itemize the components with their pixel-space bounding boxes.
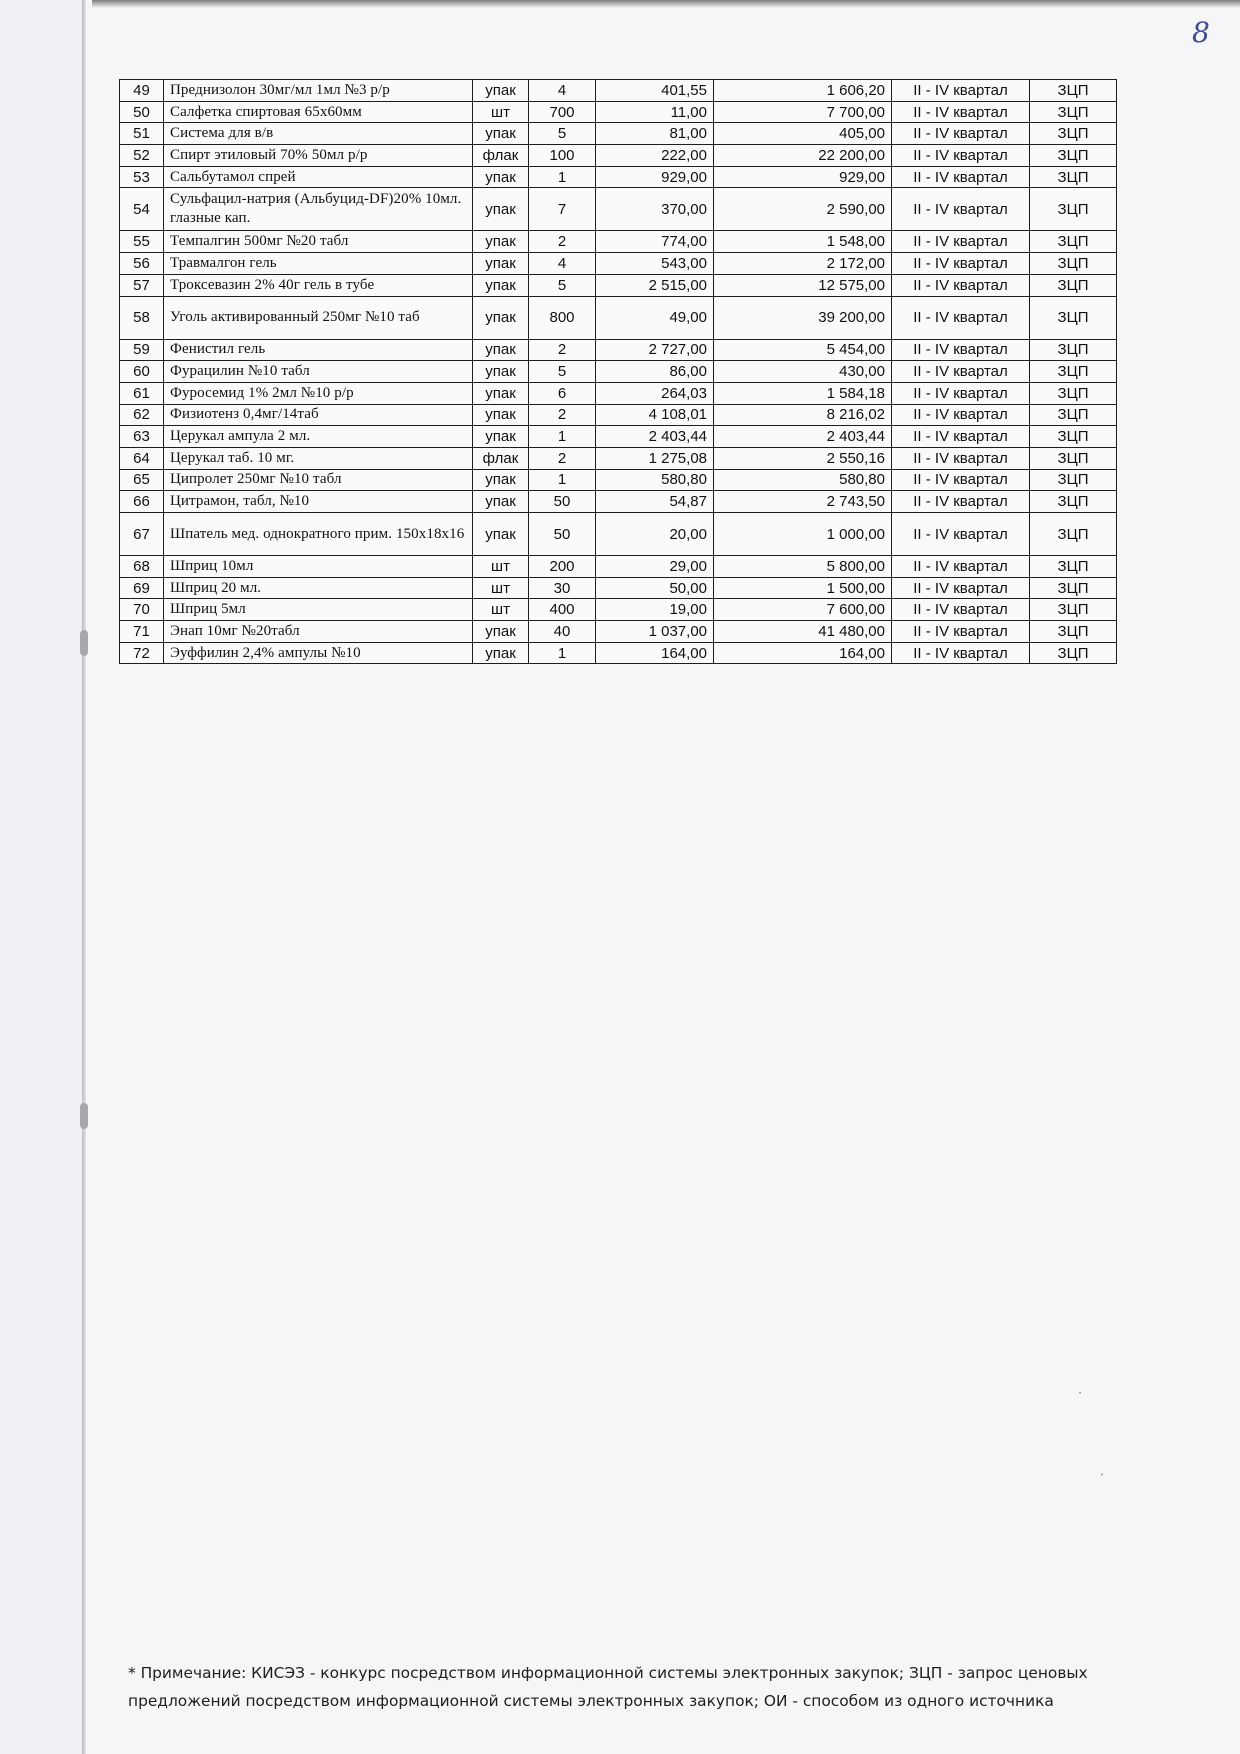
quantity-cell: 5	[529, 274, 596, 296]
unit-price-cell: 19,00	[596, 599, 714, 621]
row-number-cell: 72	[120, 642, 164, 664]
procurement-method-cell: ЗЦП	[1030, 447, 1117, 469]
item-name-cell: Сульфацил-натрия (Альбуцид-DF)20% 10мл. глазные кап.	[164, 188, 473, 231]
row-number-cell: 49	[120, 80, 164, 102]
unit-price-cell: 401,55	[596, 80, 714, 102]
row-number-cell: 55	[120, 231, 164, 253]
item-name-cell: Фуросемид 1% 2мл №10 р/р	[164, 382, 473, 404]
total-amount-cell: 430,00	[714, 361, 892, 383]
unit-price-cell: 20,00	[596, 513, 714, 556]
unit-cell: упак	[473, 188, 529, 231]
unit-cell: упак	[473, 80, 529, 102]
table-row	[120, 296, 1117, 339]
procurement-method-cell: ЗЦП	[1030, 145, 1117, 167]
total-amount-cell: 1 584,18	[714, 382, 892, 404]
unit-price-cell: 2 727,00	[596, 339, 714, 361]
footnote-line-1: * Примечание: КИСЭЗ - конкурс посредством информационной системы электронных закупок; ЗЦП - запрос ценовых	[128, 1664, 1088, 1682]
footnote	[128, 1659, 1188, 1715]
unit-cell: упак	[473, 253, 529, 275]
row-number-cell: 68	[120, 556, 164, 578]
unit-cell: шт	[473, 577, 529, 599]
table-row	[120, 621, 1117, 643]
item-name-cell: Преднизолон 30мг/мл 1мл №3 р/р	[164, 80, 473, 102]
row-number-cell: 58	[120, 296, 164, 339]
quantity-cell: 50	[529, 491, 596, 513]
unit-price-cell: 1 275,08	[596, 447, 714, 469]
item-name-cell: Фенистил гель	[164, 339, 473, 361]
item-name-cell: Система для в/в	[164, 123, 473, 145]
delivery-period-cell: II - IV квартал	[892, 404, 1030, 426]
items-table-body	[120, 80, 1117, 664]
unit-price-cell: 580,80	[596, 469, 714, 491]
procurement-method-cell: ЗЦП	[1030, 577, 1117, 599]
delivery-period-cell: II - IV квартал	[892, 253, 1030, 275]
procurement-method-cell: ЗЦП	[1030, 469, 1117, 491]
total-amount-cell: 2 172,00	[714, 253, 892, 275]
total-amount-cell: 405,00	[714, 123, 892, 145]
delivery-period-cell: II - IV квартал	[892, 339, 1030, 361]
item-name-cell: Энап 10мг №20табл	[164, 621, 473, 643]
total-amount-cell: 580,80	[714, 469, 892, 491]
row-number-cell: 65	[120, 469, 164, 491]
delivery-period-cell: II - IV квартал	[892, 577, 1030, 599]
items-table	[119, 79, 1117, 664]
row-number-cell: 67	[120, 513, 164, 556]
table-row	[120, 123, 1117, 145]
unit-cell: упак	[473, 274, 529, 296]
table-row	[120, 491, 1117, 513]
total-amount-cell: 7 700,00	[714, 101, 892, 123]
delivery-period-cell: II - IV квартал	[892, 642, 1030, 664]
delivery-period-cell: II - IV квартал	[892, 513, 1030, 556]
quantity-cell: 6	[529, 382, 596, 404]
item-name-cell: Сальбутамол спрей	[164, 166, 473, 188]
unit-price-cell: 929,00	[596, 166, 714, 188]
table-row	[120, 80, 1117, 102]
procurement-method-cell: ЗЦП	[1030, 426, 1117, 448]
item-name-cell: Ципролет 250мг №10 табл	[164, 469, 473, 491]
row-number-cell: 52	[120, 145, 164, 167]
table-row	[120, 253, 1117, 275]
unit-cell: упак	[473, 296, 529, 339]
procurement-method-cell: ЗЦП	[1030, 274, 1117, 296]
row-number-cell: 61	[120, 382, 164, 404]
unit-cell: упак	[473, 621, 529, 643]
procurement-method-cell: ЗЦП	[1030, 80, 1117, 102]
item-name-cell: Церукал таб. 10 мг.	[164, 447, 473, 469]
scan-top-shadow	[92, 0, 1240, 8]
unit-cell: упак	[473, 166, 529, 188]
procurement-method-cell: ЗЦП	[1030, 513, 1117, 556]
table-row	[120, 599, 1117, 621]
delivery-period-cell: II - IV квартал	[892, 166, 1030, 188]
unit-price-cell: 29,00	[596, 556, 714, 578]
unit-cell: упак	[473, 382, 529, 404]
item-name-cell: Уголь активированный 250мг №10 таб	[164, 296, 473, 339]
unit-cell: упак	[473, 513, 529, 556]
total-amount-cell: 1 000,00	[714, 513, 892, 556]
delivery-period-cell: II - IV квартал	[892, 426, 1030, 448]
procurement-method-cell: ЗЦП	[1030, 491, 1117, 513]
footnote-line-2: предложений посредством информационной системы электронных закупок; ОИ - способом из одного источника	[128, 1692, 1054, 1710]
total-amount-cell: 2 403,44	[714, 426, 892, 448]
procurement-method-cell: ЗЦП	[1030, 556, 1117, 578]
table-row	[120, 145, 1117, 167]
delivery-period-cell: II - IV квартал	[892, 80, 1030, 102]
scan-speck: ·	[1100, 1468, 1105, 1483]
table-row	[120, 556, 1117, 578]
table-row	[120, 426, 1117, 448]
item-name-cell: Салфетка спиртовая 65х60мм	[164, 101, 473, 123]
unit-cell: упак	[473, 231, 529, 253]
unit-cell: шт	[473, 599, 529, 621]
table-row	[120, 642, 1117, 664]
quantity-cell: 1	[529, 166, 596, 188]
row-number-cell: 69	[120, 577, 164, 599]
unit-price-cell: 86,00	[596, 361, 714, 383]
table-row	[120, 274, 1117, 296]
row-number-cell: 66	[120, 491, 164, 513]
delivery-period-cell: II - IV квартал	[892, 447, 1030, 469]
unit-price-cell: 49,00	[596, 296, 714, 339]
item-name-cell: Шпатель мед. однократного прим. 150х18х16	[164, 513, 473, 556]
procurement-method-cell: ЗЦП	[1030, 642, 1117, 664]
procurement-method-cell: ЗЦП	[1030, 599, 1117, 621]
unit-cell: флак	[473, 145, 529, 167]
total-amount-cell: 41 480,00	[714, 621, 892, 643]
delivery-period-cell: II - IV квартал	[892, 231, 1030, 253]
total-amount-cell: 8 216,02	[714, 404, 892, 426]
table-row	[120, 361, 1117, 383]
quantity-cell: 5	[529, 123, 596, 145]
row-number-cell: 71	[120, 621, 164, 643]
item-name-cell: Шприц 10мл	[164, 556, 473, 578]
table-row	[120, 513, 1117, 556]
binding-edge	[82, 0, 86, 1754]
delivery-period-cell: II - IV квартал	[892, 382, 1030, 404]
procurement-method-cell: ЗЦП	[1030, 188, 1117, 231]
total-amount-cell: 5 454,00	[714, 339, 892, 361]
quantity-cell: 700	[529, 101, 596, 123]
total-amount-cell: 22 200,00	[714, 145, 892, 167]
total-amount-cell: 12 575,00	[714, 274, 892, 296]
row-number-cell: 51	[120, 123, 164, 145]
procurement-method-cell: ЗЦП	[1030, 382, 1117, 404]
quantity-cell: 1	[529, 642, 596, 664]
unit-cell: упак	[473, 469, 529, 491]
quantity-cell: 7	[529, 188, 596, 231]
total-amount-cell: 2 550,16	[714, 447, 892, 469]
unit-cell: упак	[473, 426, 529, 448]
table-row	[120, 577, 1117, 599]
total-amount-cell: 929,00	[714, 166, 892, 188]
quantity-cell: 1	[529, 469, 596, 491]
row-number-cell: 60	[120, 361, 164, 383]
row-number-cell: 59	[120, 339, 164, 361]
total-amount-cell: 1 606,20	[714, 80, 892, 102]
procurement-method-cell: ЗЦП	[1030, 339, 1117, 361]
total-amount-cell: 39 200,00	[714, 296, 892, 339]
procurement-method-cell: ЗЦП	[1030, 101, 1117, 123]
item-name-cell: Фурацилин №10 табл	[164, 361, 473, 383]
unit-price-cell: 164,00	[596, 642, 714, 664]
item-name-cell: Шприц 5мл	[164, 599, 473, 621]
unit-cell: упак	[473, 361, 529, 383]
unit-cell: шт	[473, 101, 529, 123]
quantity-cell: 2	[529, 447, 596, 469]
table-row	[120, 447, 1117, 469]
procurement-method-cell: ЗЦП	[1030, 404, 1117, 426]
unit-price-cell: 1 037,00	[596, 621, 714, 643]
procurement-method-cell: ЗЦП	[1030, 361, 1117, 383]
delivery-period-cell: II - IV квартал	[892, 296, 1030, 339]
item-name-cell: Троксевазин 2% 40г гель в тубе	[164, 274, 473, 296]
table-row	[120, 231, 1117, 253]
quantity-cell: 50	[529, 513, 596, 556]
delivery-period-cell: II - IV квартал	[892, 101, 1030, 123]
quantity-cell: 100	[529, 145, 596, 167]
procurement-method-cell: ЗЦП	[1030, 253, 1117, 275]
quantity-cell: 2	[529, 231, 596, 253]
quantity-cell: 400	[529, 599, 596, 621]
quantity-cell: 40	[529, 621, 596, 643]
unit-price-cell: 774,00	[596, 231, 714, 253]
item-name-cell: Цитрамон, табл, №10	[164, 491, 473, 513]
unit-price-cell: 11,00	[596, 101, 714, 123]
unit-price-cell: 543,00	[596, 253, 714, 275]
unit-price-cell: 370,00	[596, 188, 714, 231]
unit-price-cell: 4 108,01	[596, 404, 714, 426]
quantity-cell: 30	[529, 577, 596, 599]
procurement-method-cell: ЗЦП	[1030, 296, 1117, 339]
punch-hole	[80, 630, 88, 656]
item-name-cell: Церукал ампула 2 мл.	[164, 426, 473, 448]
table-row	[120, 166, 1117, 188]
total-amount-cell: 164,00	[714, 642, 892, 664]
scan-speck: ·	[1078, 1386, 1083, 1401]
total-amount-cell: 2 743,50	[714, 491, 892, 513]
table-row	[120, 469, 1117, 491]
total-amount-cell: 5 800,00	[714, 556, 892, 578]
table-row	[120, 339, 1117, 361]
quantity-cell: 4	[529, 80, 596, 102]
unit-cell: флак	[473, 447, 529, 469]
row-number-cell: 63	[120, 426, 164, 448]
delivery-period-cell: II - IV квартал	[892, 188, 1030, 231]
item-name-cell: Шприц 20 мл.	[164, 577, 473, 599]
unit-price-cell: 81,00	[596, 123, 714, 145]
quantity-cell: 800	[529, 296, 596, 339]
item-name-cell: Темпалгин 500мг №20 табл	[164, 231, 473, 253]
item-name-cell: Спирт этиловый 70% 50мл р/р	[164, 145, 473, 167]
quantity-cell: 200	[529, 556, 596, 578]
delivery-period-cell: II - IV квартал	[892, 621, 1030, 643]
handwritten-page-number: 8	[1192, 16, 1210, 49]
delivery-period-cell: II - IV квартал	[892, 599, 1030, 621]
quantity-cell: 5	[529, 361, 596, 383]
table-row	[120, 404, 1117, 426]
row-number-cell: 64	[120, 447, 164, 469]
total-amount-cell: 2 590,00	[714, 188, 892, 231]
row-number-cell: 53	[120, 166, 164, 188]
item-name-cell: Эуффилин 2,4% ампулы №10	[164, 642, 473, 664]
delivery-period-cell: II - IV квартал	[892, 361, 1030, 383]
item-name-cell: Физиотенз 0,4мг/14таб	[164, 404, 473, 426]
row-number-cell: 54	[120, 188, 164, 231]
row-number-cell: 70	[120, 599, 164, 621]
total-amount-cell: 1 548,00	[714, 231, 892, 253]
procurement-method-cell: ЗЦП	[1030, 123, 1117, 145]
row-number-cell: 62	[120, 404, 164, 426]
procurement-method-cell: ЗЦП	[1030, 166, 1117, 188]
unit-cell: упак	[473, 339, 529, 361]
punch-hole	[80, 1103, 88, 1129]
total-amount-cell: 7 600,00	[714, 599, 892, 621]
quantity-cell: 2	[529, 339, 596, 361]
unit-cell: упак	[473, 491, 529, 513]
procurement-method-cell: ЗЦП	[1030, 231, 1117, 253]
procurement-method-cell: ЗЦП	[1030, 621, 1117, 643]
delivery-period-cell: II - IV квартал	[892, 145, 1030, 167]
row-number-cell: 56	[120, 253, 164, 275]
row-number-cell: 50	[120, 101, 164, 123]
unit-cell: упак	[473, 404, 529, 426]
unit-price-cell: 50,00	[596, 577, 714, 599]
delivery-period-cell: II - IV квартал	[892, 274, 1030, 296]
quantity-cell: 1	[529, 426, 596, 448]
unit-cell: упак	[473, 123, 529, 145]
unit-price-cell: 264,03	[596, 382, 714, 404]
page-left-margin	[0, 0, 82, 1754]
delivery-period-cell: II - IV квартал	[892, 469, 1030, 491]
total-amount-cell: 1 500,00	[714, 577, 892, 599]
unit-price-cell: 222,00	[596, 145, 714, 167]
unit-price-cell: 2 515,00	[596, 274, 714, 296]
quantity-cell: 2	[529, 404, 596, 426]
unit-price-cell: 2 403,44	[596, 426, 714, 448]
unit-cell: шт	[473, 556, 529, 578]
unit-cell: упак	[473, 642, 529, 664]
item-name-cell: Травмалгон гель	[164, 253, 473, 275]
table-row	[120, 101, 1117, 123]
delivery-period-cell: II - IV квартал	[892, 491, 1030, 513]
row-number-cell: 57	[120, 274, 164, 296]
unit-price-cell: 54,87	[596, 491, 714, 513]
delivery-period-cell: II - IV квартал	[892, 556, 1030, 578]
table-row	[120, 188, 1117, 231]
quantity-cell: 4	[529, 253, 596, 275]
table-row	[120, 382, 1117, 404]
delivery-period-cell: II - IV квартал	[892, 123, 1030, 145]
